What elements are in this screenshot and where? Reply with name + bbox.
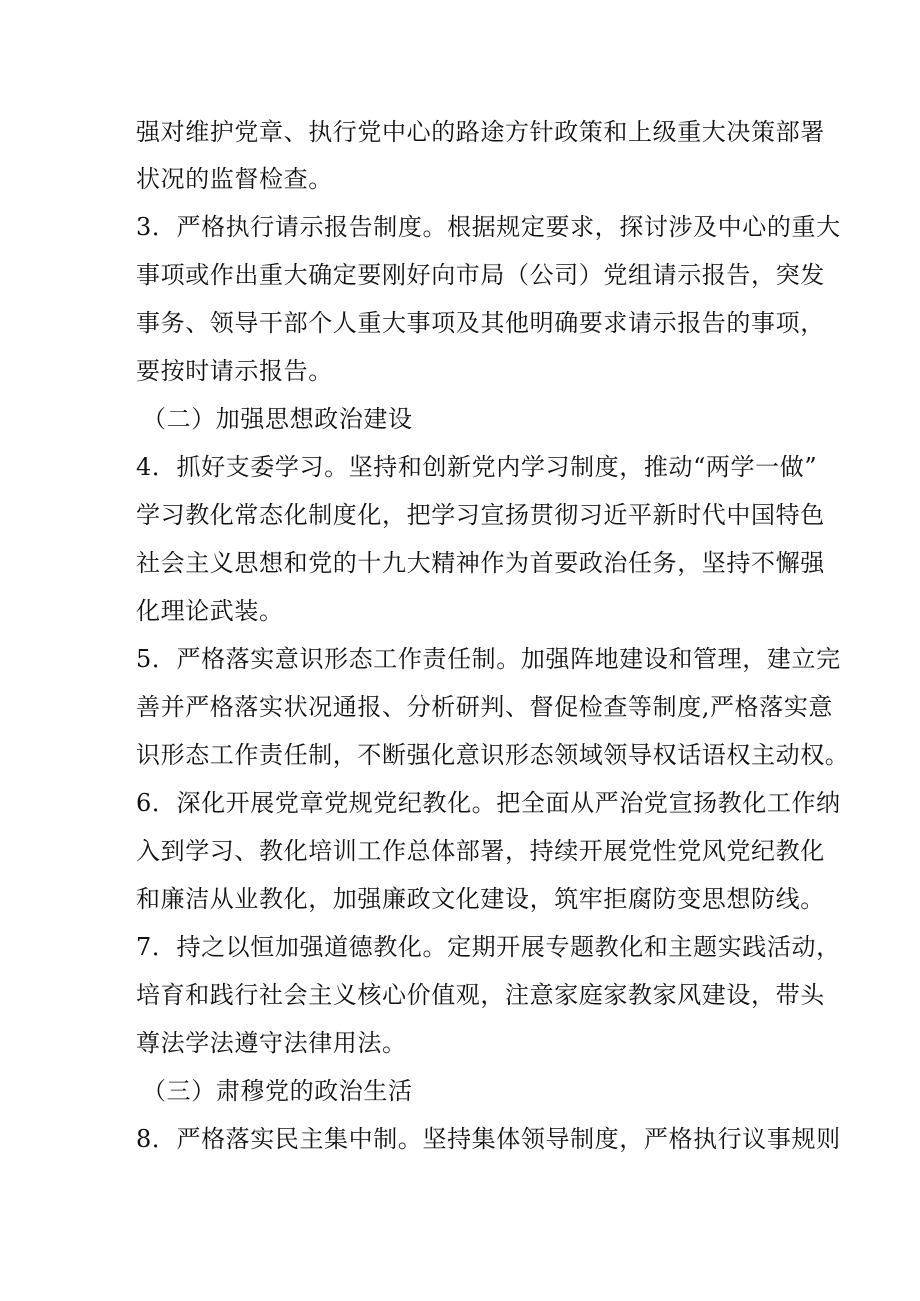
item-4-line-1: 4．抓好支委学习。坚持和创新党内学习制度，推动“两学一做” [136,453,818,481]
paragraph-2-line-1: 强对维护党章、执行党中心的路途方针政策和上级重大决策部署 [136,118,825,146]
item-4-line-2: 学习教化常态化制度化，把学习宣扬贯彻习近平新时代中国特色 [136,501,825,529]
item-7-line-2: 培育和践行社会主义核心价值观，注意家庭家教家风建设，带头 [136,981,825,1009]
item-8-line-1: 8．严格落实民主集中制。坚持集体领导制度，严格执行议事规则 [136,1125,841,1153]
item-3-line-2: 事项或作出重大确定要刚好向市局（公司）党组请示报告，突发 [136,261,825,289]
section-heading-2: （二）加强思想政治建设 [142,405,413,433]
item-4-line-4: 化理论武装。 [136,597,284,625]
item-3-line-3: 事务、领导干部个人重大事项及其他明确要求请示报告的事项， [136,309,825,337]
item-6-line-3: 和廉洁从业教化，加强廉政文化建设，筑牢拒腐防变思想防线。 [136,885,825,913]
item-7-line-1: 7．持之以恒加强道德教化。定期开展专题教化和主题实践活动， [136,933,841,961]
item-5-line-1: 5．严格落实意识形态工作责任制。加强阵地建设和管理，建立完 [136,645,841,673]
item-3-line-1: 3．严格执行请示报告制度。根据规定要求，探讨涉及中心的重大 [136,213,841,241]
item-6-line-2: 入到学习、教化培训工作总体部署，持续开展党性党风党纪教化 [136,837,825,865]
paragraph-2-line-2: 状况的监督检查。 [136,165,333,193]
item-4-line-3: 社会主义思想和党的十九大精神作为首要政治任务，坚持不懈强 [136,549,825,577]
item-3-line-4: 要按时请示报告。 [136,357,333,385]
section-heading-3: （三）肃穆党的政治生活 [142,1077,413,1105]
item-5-line-3: 识形态工作责任制，不断强化意识形态领域领导权话语权主动权。 [136,741,850,769]
item-6-line-1: 6．深化开展党章党规党纪教化。把全面从严治党宣扬教化工作纳 [136,789,841,817]
item-7-line-3: 尊法学法遵守法律用法。 [136,1029,407,1057]
item-5-line-2: 善并严格落实状况通报、分析研判、督促检查等制度,严格落实意 [136,693,834,721]
